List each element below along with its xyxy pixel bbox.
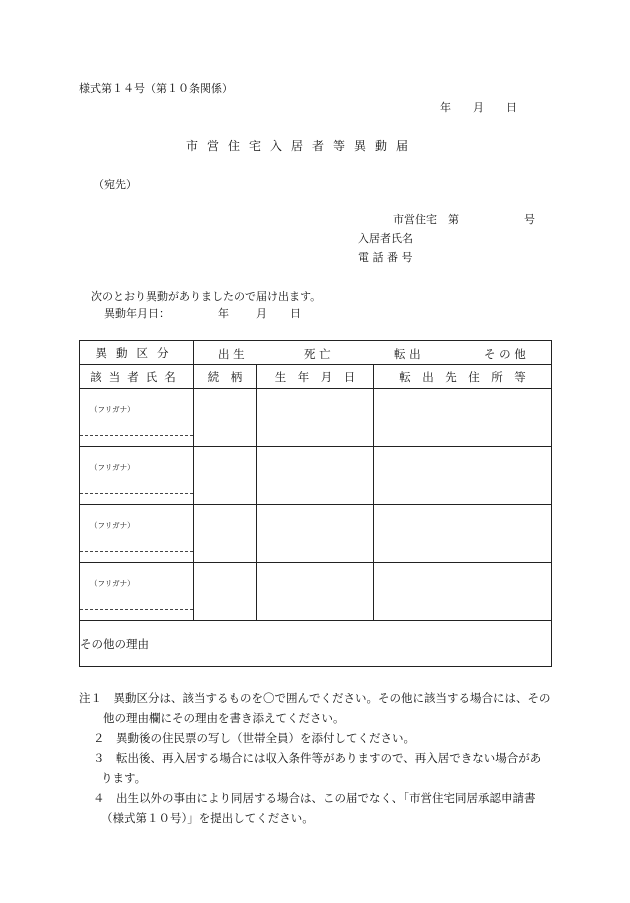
furigana-divider	[80, 435, 193, 436]
furigana-label: （フリガナ）	[90, 404, 135, 414]
table-row	[80, 563, 552, 621]
change-date-month: 月	[256, 307, 267, 320]
category-option-death[interactable]: 死 亡	[304, 347, 331, 361]
change-date-year: 年	[218, 307, 229, 320]
name-cell[interactable]	[80, 563, 194, 621]
table-row	[80, 447, 552, 505]
destination-cell[interactable]	[374, 389, 552, 447]
furigana-divider	[80, 493, 193, 494]
col-header-name: 該当者氏名	[80, 365, 194, 389]
col-header-relationship: 続 柄	[194, 365, 257, 389]
resident-name-label: 入居者氏名	[358, 232, 413, 245]
note-text: 異動区分は、該当するものを〇で囲んでください。その他に該当する場合には、その	[113, 691, 551, 705]
col-header-birthdate: 生 年 月 日	[257, 365, 374, 389]
note-text: 異動後の住民票の写し（世帯全員）を添付してください。	[116, 731, 415, 745]
note-text: 他の理由欄にその理由を書き添えてください。	[103, 711, 345, 725]
note-number: 注１	[79, 691, 102, 705]
note-2	[93, 728, 415, 748]
note-3	[93, 748, 541, 788]
furigana-label: （フリガナ）	[90, 520, 135, 530]
note-number: ４	[93, 791, 105, 805]
housing-suffix-label: 号	[524, 213, 535, 226]
note-number: ３	[93, 751, 105, 765]
other-reason-label: その他の理由	[80, 636, 149, 651]
note-4	[93, 788, 536, 828]
category-label: 異動区分	[80, 341, 194, 365]
name-cell[interactable]	[80, 447, 194, 505]
relationship-cell[interactable]	[194, 389, 257, 447]
furigana-label: （フリガナ）	[90, 462, 135, 472]
form-number: 様式第１４号（第１０条関係）	[79, 82, 233, 95]
table-row	[80, 505, 552, 563]
change-date-day: 日	[290, 307, 301, 320]
destination-cell[interactable]	[374, 447, 552, 505]
category-options	[194, 341, 552, 365]
phone-label: 電 話 番 号	[358, 251, 413, 264]
birthdate-cell[interactable]	[257, 389, 374, 447]
name-cell[interactable]	[80, 505, 194, 563]
note-text: 出生以外の事由により同居する場合は、この届でなく、「市営住宅同居承認申請書	[116, 791, 536, 805]
change-table	[79, 340, 552, 667]
relationship-cell[interactable]	[194, 505, 257, 563]
housing-prefix-label: 市営住宅 第	[393, 213, 459, 226]
other-reason-cell[interactable]	[80, 621, 552, 667]
furigana-divider	[80, 551, 193, 552]
note-text: ります。	[101, 771, 147, 785]
submission-date: 年 月 日	[440, 101, 517, 114]
category-option-move-out[interactable]: 転 出	[394, 347, 421, 361]
note-text: （様式第１０号）」を提出してください。	[101, 811, 314, 825]
table-row	[80, 389, 552, 447]
destination-cell[interactable]	[374, 563, 552, 621]
relationship-cell[interactable]	[194, 447, 257, 505]
destination-cell[interactable]	[374, 505, 552, 563]
note-1	[79, 688, 551, 728]
birthdate-cell[interactable]	[257, 505, 374, 563]
page-title: 市営住宅入居者等異動届	[186, 139, 418, 153]
note-text: 転出後、再入居する場合には収入条件等がありますので、再入居できない場合があ	[116, 751, 542, 765]
birthdate-cell[interactable]	[257, 563, 374, 621]
col-header-destination: 転 出 先 住 所 等	[374, 365, 552, 389]
furigana-label: （フリガナ）	[90, 578, 135, 588]
birthdate-cell[interactable]	[257, 447, 374, 505]
change-date-label: 異動年月日：	[104, 307, 170, 320]
name-cell[interactable]	[80, 389, 194, 447]
addressee: （宛先）	[93, 178, 137, 191]
note-number: ２	[93, 731, 105, 745]
intro-text: 次のとおり異動がありましたので届け出ます。	[91, 290, 322, 303]
furigana-divider	[80, 609, 193, 610]
category-option-other[interactable]: そ の 他	[484, 347, 526, 361]
category-option-birth[interactable]: 出 生	[218, 347, 245, 361]
relationship-cell[interactable]	[194, 563, 257, 621]
